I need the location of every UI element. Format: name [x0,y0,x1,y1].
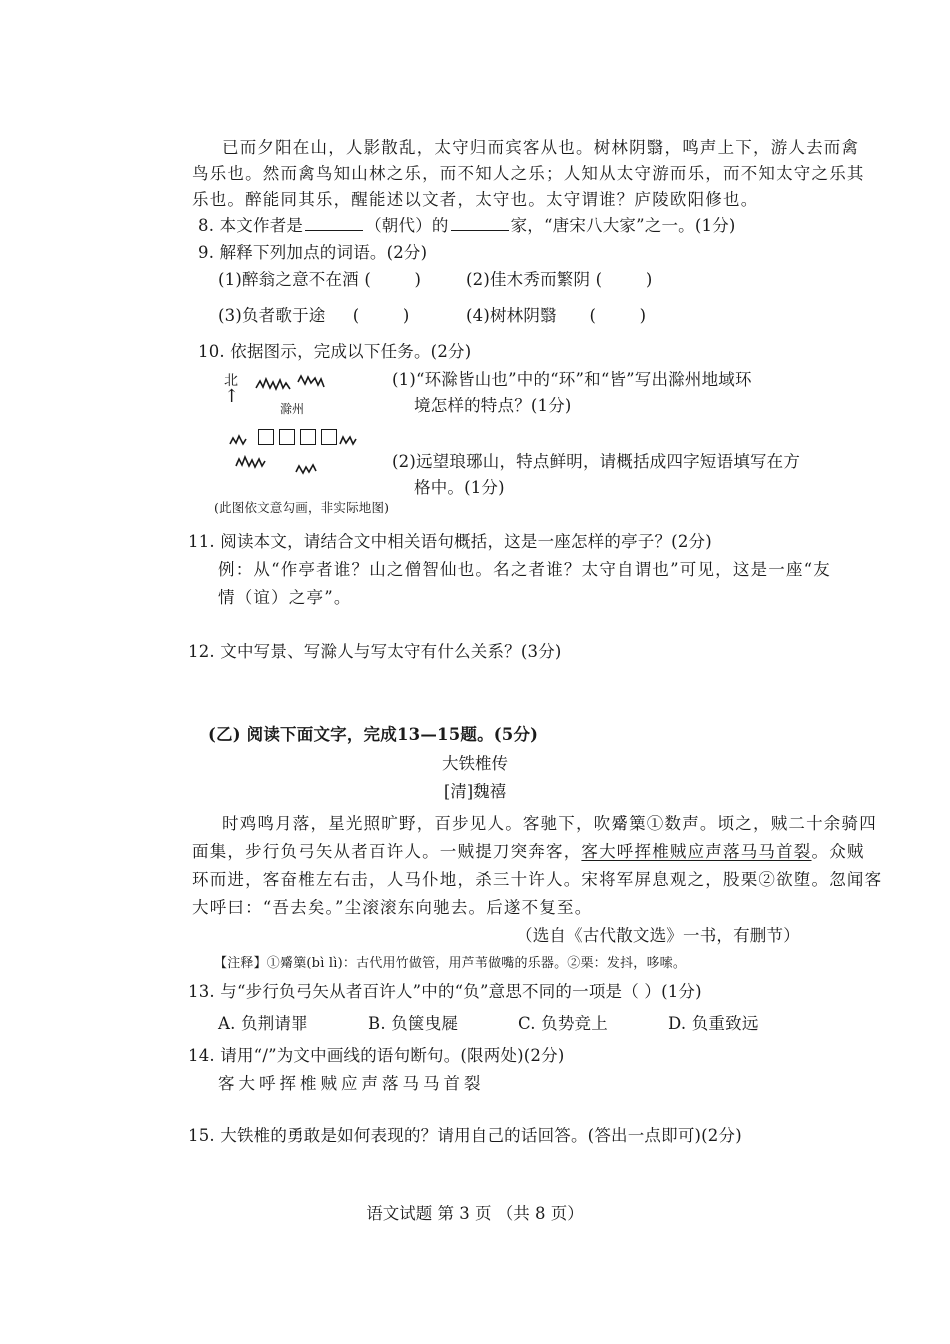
q8-blank-school[interactable] [451,216,509,231]
passage-author: [清]魏禧 [443,782,507,801]
mountain-south-right [296,465,316,473]
q8-text-c: 家，“唐宋八大家”之一。(1分) [510,216,736,235]
q13-option-c[interactable]: C. 负势竞上 [518,1014,608,1033]
q10-sub1-line2: 境怎样的特点？(1分) [414,396,572,415]
north-label: 北 [224,373,238,389]
q11-example-line2: 情（谊）之亭”。 [218,588,352,607]
page-footer: 语文试题 第 3 页 （共 8 页） [366,1204,584,1223]
mountain-west [230,436,246,444]
q14-sentence[interactable]: 客大呼挥椎贼应声落马马首裂 [218,1074,485,1093]
passage-yi-line-2 [192,840,865,864]
question-14-title: 14. 请用“/”为文中画线的语句断句。(限两处)(2分) [188,1046,565,1065]
passage-yi-line-1: 时鸡鸣月落，星光照旷野，百步见人。客驰下，吹觱篥①数声。顷之，贼二十余骑四 [222,814,877,833]
q8-text-b: （朝代）的 [365,216,449,235]
question-10-title: 10. 依据图示，完成以下任务。(2分) [198,342,472,361]
answer-box-3[interactable] [300,429,316,445]
question-13-title: 13. 与“步行负弓矢从者百许人”中的“负”意思不同的一项是（ ）(1分) [188,982,702,1001]
passage-source: （选自《古代散文选》一书，有删节） [516,926,800,945]
q10-sub2-line1: (2)远望琅琊山，特点鲜明，请概括成四字短语填写在方 [392,452,801,471]
q8-text-a: 8. 本文作者是 [198,216,304,235]
question-15-title: 15. 大铁椎的勇敢是如何表现的？请用自己的话回答。(答出一点即可)(2分) [188,1126,742,1145]
q13-option-a[interactable]: A. 负荆请罪 [218,1014,308,1033]
passage-line-1: 已而夕阳在山，人影散乱，太守归而宾客从也。树林阴翳，鸣声上下，游人去而禽 [222,138,860,157]
answer-box-2[interactable] [279,429,295,445]
q9-item-1: (1)醉翁之意不在酒 ( ) [218,270,422,289]
mountain-south-left [236,457,265,467]
section-yi-heading: (乙) 阅读下面文字，完成13—15题。(5分) [208,725,539,744]
q9-item-4: (4)树林阴翳 ( ) [466,306,647,325]
answer-box-4[interactable] [321,429,337,445]
answer-box-1[interactable] [258,429,274,445]
passage-yi-line-2a: 面集，步行负弓矢从者百许人。一贼提刀突奔客， [192,842,582,861]
q10-sub1-line1: (1)“环滁皆山也”中的“环”和“皆”写出滁州地域环 [392,370,752,389]
chuzhou-map-figure [218,366,388,516]
north-arrow-icon: ↑ [224,386,240,407]
q9-item-2: (2)佳木秀而繁阴 ( ) [466,270,653,289]
underlined-sentence: 客大呼挥椎贼应声落马马首裂 [581,842,812,861]
chuzhou-label: 滁州 [280,402,305,416]
answer-grid [258,429,342,449]
q9-item-3: (3)负者歌于途 ( ) [218,306,410,325]
passage-notes: 【注释】①觱篥(bì lì)：古代用竹做管，用芦苇做嘴的乐器。②栗：发抖，哆嗦。 [214,956,687,971]
passage-line-2: 鸟乐也。然而禽鸟知山林之乐，而不知人之乐；人知从太守游而乐，而不知太守之乐其 [192,164,865,183]
question-11-title: 11. 阅读本文，请结合文中相关语句概括，这是一座怎样的亭子？(2分) [188,532,712,551]
mountain-east [340,437,356,444]
question-12-title: 12. 文中写景、写滁人与写太守有什么关系？(3分) [188,642,562,661]
mountain-north-left [256,379,290,389]
q11-example-line1: 例：从“作亭者谁？山之僧智仙也。名之者谁？太守自谓也”可见，这是一座“友 [218,560,832,579]
question-8 [198,214,736,238]
q10-sub2-line2: 格中。(1分) [414,478,505,497]
passage-line-3: 乐也。醉能同其乐，醒能述以文者，太守也。太守谓谁？庐陵欧阳修也。 [192,190,759,209]
q13-option-d[interactable]: D. 负重致远 [668,1014,759,1033]
question-9-title: 9. 解释下列加点的词语。(2分) [198,243,428,262]
mountain-north-right [298,376,324,387]
map-caption: (此图依文意勾画，非实际地图) [214,500,390,515]
passage-yi-line-3: 环而进，客奋椎左右击，人马仆地，杀三十许人。宋将军屏息观之，股栗②欲堕。忽闻客 [192,870,883,889]
q13-option-b[interactable]: B. 负箧曳屣 [368,1014,459,1033]
passage-yi-line-2b: 。众贼 [811,842,865,861]
passage-title: 大铁椎传 [442,754,508,773]
q8-blank-dynasty[interactable] [305,216,363,231]
passage-yi-line-4: 大呼曰：“吾去矣。”尘滚滚东向驰去。后遂不复至。 [192,898,593,917]
